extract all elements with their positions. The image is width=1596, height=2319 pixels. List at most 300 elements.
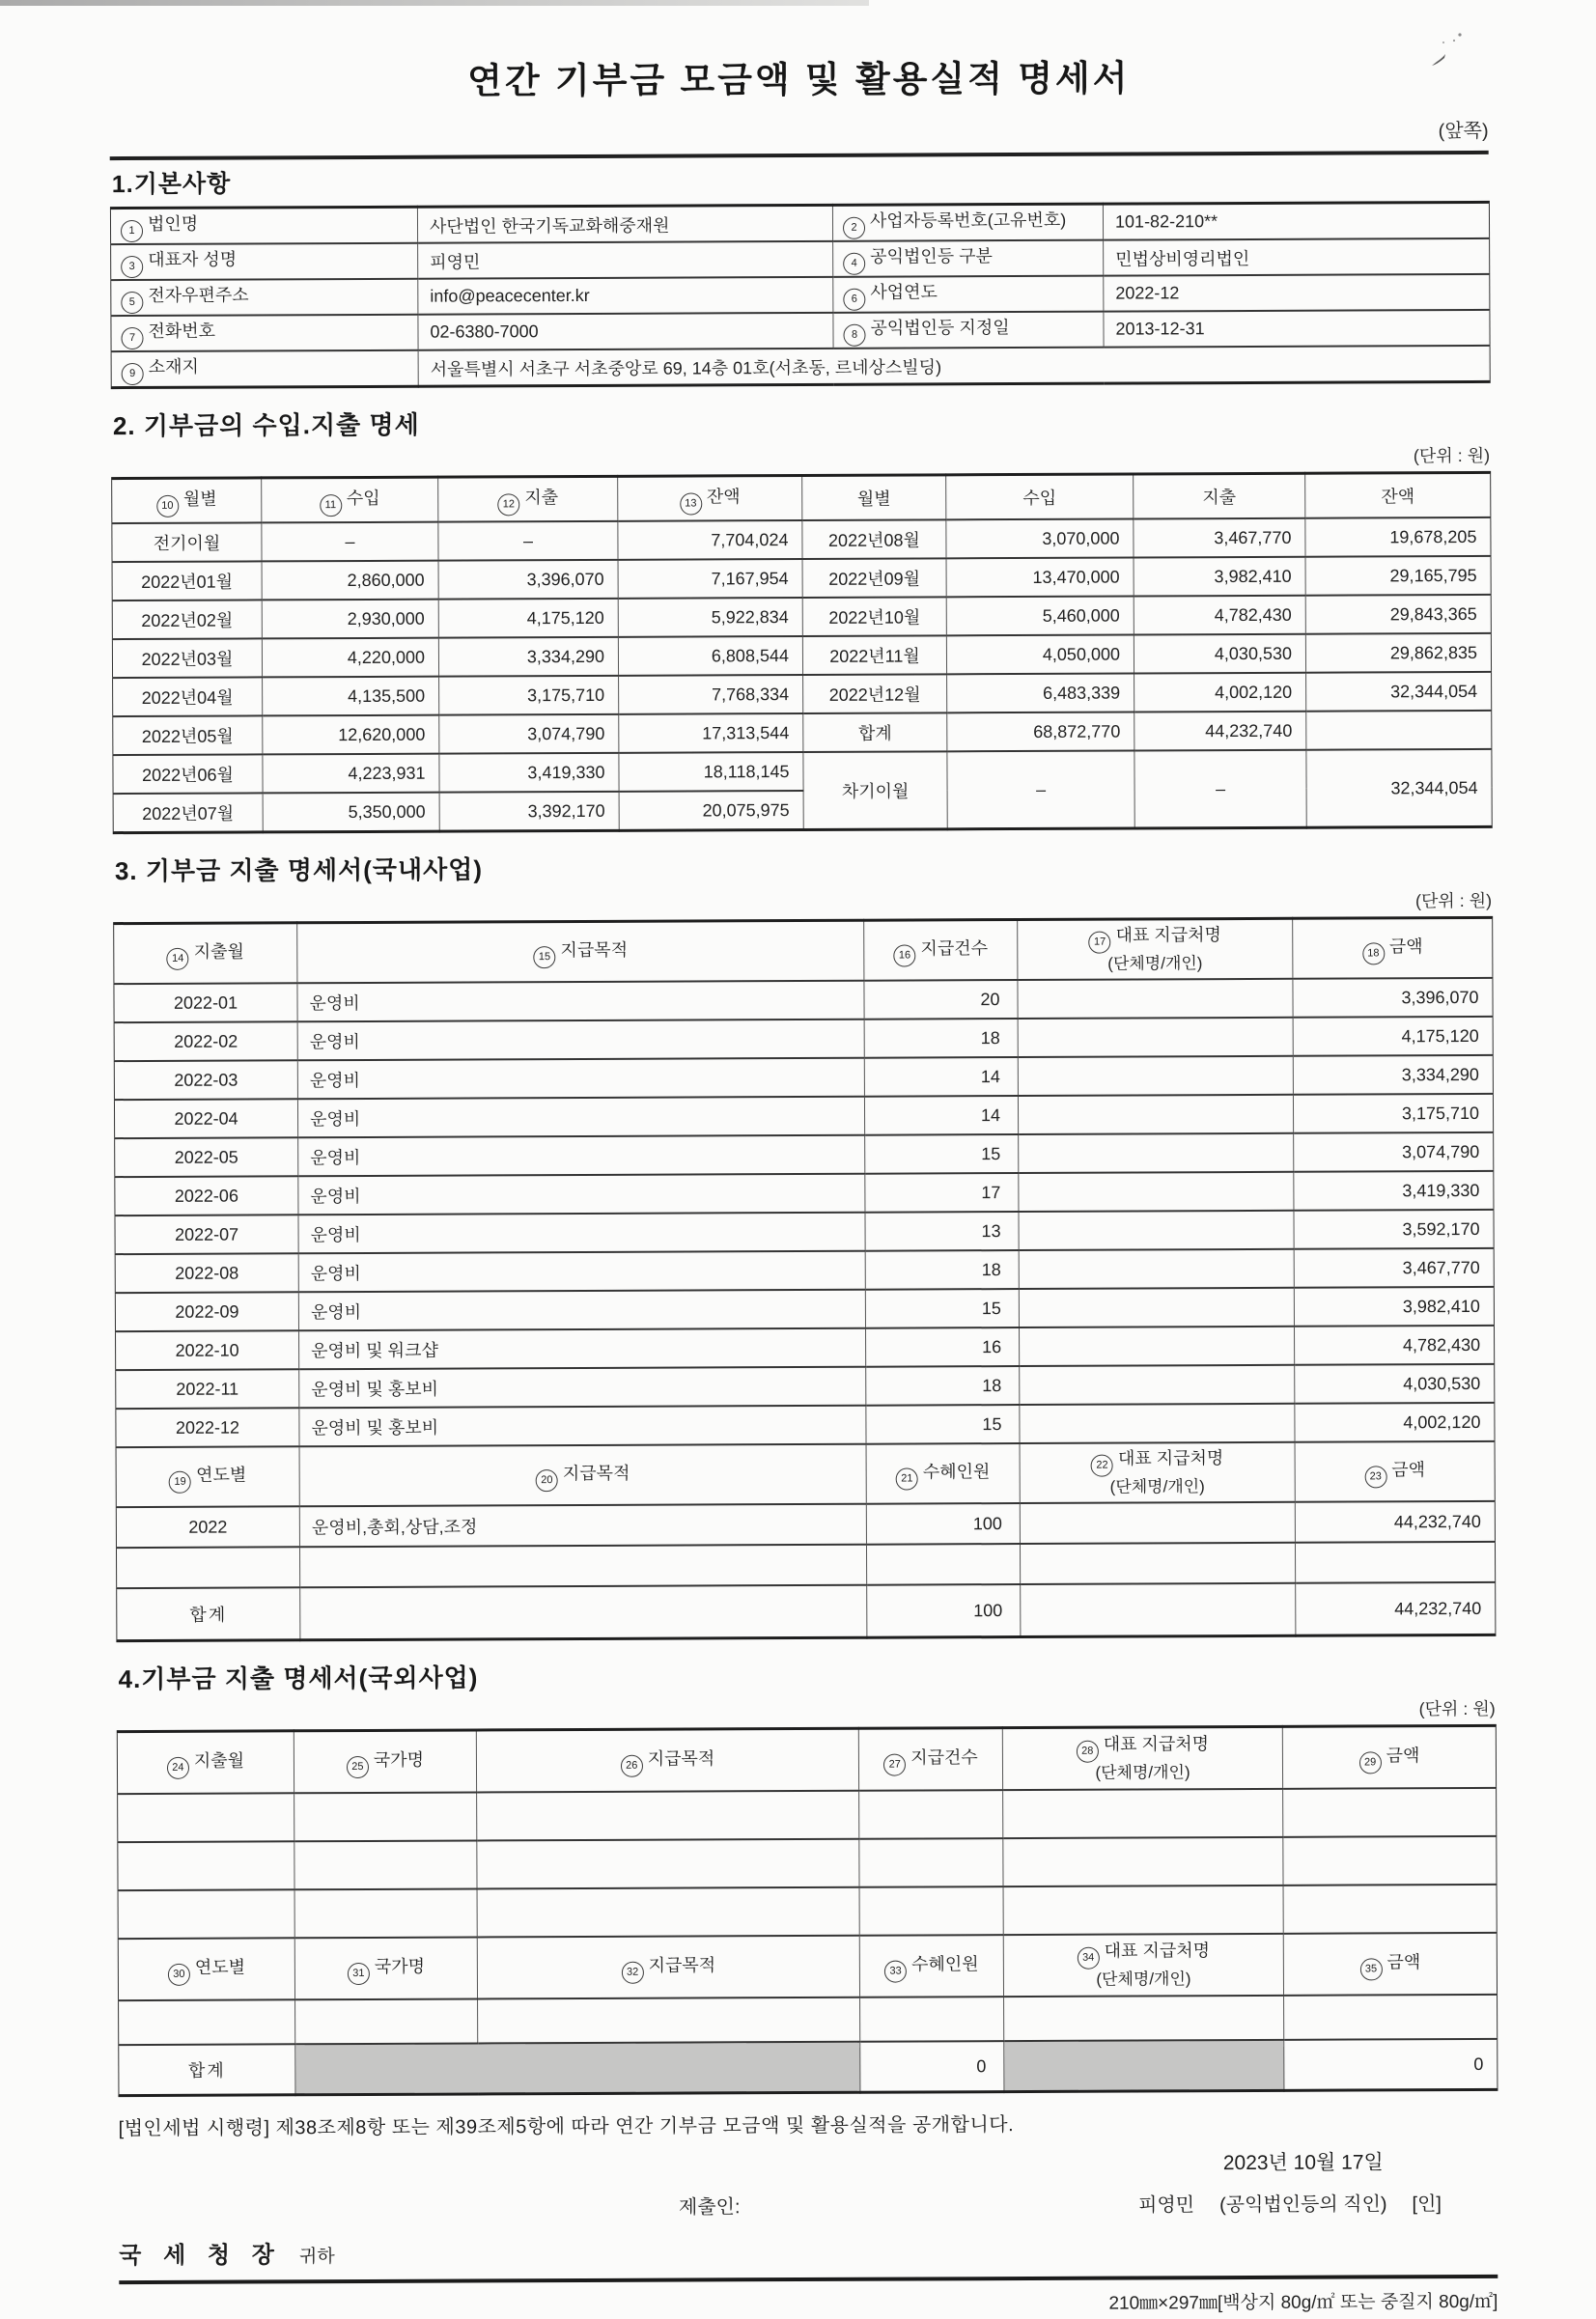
col-header-sublabel: (단체명/개인) xyxy=(1109,1477,1205,1496)
circled-number: 32 xyxy=(622,1961,644,1983)
circled-number: 8 xyxy=(843,324,865,347)
cell-amount: 3,074,790 xyxy=(1294,1132,1494,1172)
col-header-label: 금액 xyxy=(1388,936,1423,956)
cell-income: 5,460,000 xyxy=(946,596,1134,635)
cell-expense-month: 2022-07 xyxy=(115,1215,298,1254)
circled-number: 28 xyxy=(1077,1741,1099,1763)
header-row xyxy=(117,1725,1496,1794)
col-header-country xyxy=(294,1730,476,1793)
empty-cell xyxy=(119,1999,295,2045)
cell-expense: 3,392,170 xyxy=(439,792,619,831)
cell-balance: 6,808,544 xyxy=(618,636,802,676)
col-header-month xyxy=(112,478,262,523)
empty-cell xyxy=(477,1887,859,1938)
col-header-label: 연도별 xyxy=(194,1957,246,1977)
col-header-payee xyxy=(1002,1726,1282,1790)
overseas-expenditure-table xyxy=(117,1724,1498,2097)
col-header-expense-month xyxy=(117,1731,294,1794)
col-header-expense2: 지출 xyxy=(1134,473,1305,518)
cell-payee xyxy=(1018,1056,1293,1096)
seal-note: (공익법인등의 직인) xyxy=(1219,2193,1387,2217)
cell-balance: 19,678,205 xyxy=(1305,517,1491,557)
designation-date-value: 2013-12-31 xyxy=(1104,310,1490,348)
cell-month: 2022년04월 xyxy=(113,677,263,716)
total-beneficiaries: 100 xyxy=(867,1584,1021,1637)
fiscal-year-label xyxy=(833,276,1104,313)
cell-purpose: 운영비 xyxy=(298,1251,865,1293)
col-header-purpose xyxy=(477,1936,859,1999)
cell-amount: 3,419,330 xyxy=(1294,1171,1494,1211)
table-row xyxy=(112,517,1491,562)
col-header-payee xyxy=(1018,918,1293,980)
cell-carryforward-income: – xyxy=(947,750,1134,828)
col-header-sublabel: (단체명/개인) xyxy=(1096,1970,1191,1990)
cell-payment-count: 18 xyxy=(864,1019,1018,1058)
circled-number: 35 xyxy=(1359,1958,1382,1980)
cell-expense-month: 2022-10 xyxy=(116,1330,299,1370)
col-header-sublabel: (단체명/개인) xyxy=(1095,1763,1190,1783)
divider-rule xyxy=(110,151,1489,160)
cell-amount: 3,396,070 xyxy=(1293,978,1493,1018)
col-header-label: 연도별 xyxy=(196,1465,247,1485)
table-row xyxy=(115,1132,1494,1177)
empty-row xyxy=(118,1788,1497,1842)
fiscal-year-value: 2022-12 xyxy=(1104,274,1490,312)
org-type-value: 민법상비영리법인 xyxy=(1104,238,1490,276)
header-row xyxy=(114,917,1493,984)
circled-number: 13 xyxy=(680,492,702,515)
address-label xyxy=(111,350,418,388)
cell-payment-count: 16 xyxy=(866,1327,1020,1367)
col-header-purpose xyxy=(476,1728,858,1792)
cell-expense-month: 2022-12 xyxy=(116,1408,299,1447)
col-header-balance xyxy=(618,475,802,520)
cell-payee xyxy=(1018,979,1293,1019)
section2-heading: 2. 기부금의 수입.지출 명세 xyxy=(112,409,420,441)
cell-amount: 3,592,170 xyxy=(1294,1210,1494,1249)
col-header-year xyxy=(116,1446,299,1507)
col-header-label: 지급목적 xyxy=(560,939,629,960)
cell-amount: 3,175,710 xyxy=(1293,1094,1493,1133)
circled-number: 25 xyxy=(347,1755,369,1777)
circled-number: 3 xyxy=(121,256,143,278)
col-header-year xyxy=(118,1938,294,2000)
col-header-amount xyxy=(1293,917,1493,978)
col-header-label: 지급목적 xyxy=(648,1954,716,1975)
total-row xyxy=(119,2039,1498,2096)
circled-number: 10 xyxy=(156,494,179,517)
cell-purpose: 운영비 xyxy=(297,1058,864,1100)
cell-expense: 4,030,530 xyxy=(1134,634,1305,674)
cell-payee xyxy=(1020,1365,1295,1405)
cell-expense: 3,982,410 xyxy=(1134,557,1305,597)
cell-payment-count: 17 xyxy=(865,1173,1019,1213)
unit-label: (단위 : 원) xyxy=(1418,1698,1496,1719)
cell-payee xyxy=(1019,1211,1294,1250)
col-header-income xyxy=(262,477,438,522)
cell-expense-month: 2022-02 xyxy=(114,1021,297,1061)
empty-cell xyxy=(295,1998,478,2044)
col-header-sublabel: (단체명/개인) xyxy=(1107,954,1203,973)
cell-payment-count: 15 xyxy=(866,1405,1020,1444)
corp-name-value: 사단법인 한국기독교화해중재원 xyxy=(417,205,832,242)
field-label: 소재지 xyxy=(148,356,199,377)
col-header-payee xyxy=(1003,1934,1283,1997)
empty-cell xyxy=(1004,1996,1284,2041)
col-header-label: 국가명 xyxy=(374,1956,426,1976)
table-row xyxy=(115,1248,1494,1293)
empty-cell xyxy=(859,1790,1003,1839)
cell-payment-count: 14 xyxy=(864,1057,1018,1097)
cell-income: 6,483,339 xyxy=(947,673,1134,712)
col-header-label: 국가명 xyxy=(373,1749,425,1770)
col-header-label: 수입 xyxy=(346,488,380,508)
empty-cell xyxy=(299,1545,866,1588)
cell-expense: 3,334,290 xyxy=(438,637,618,677)
cell-month: 2022년03월 xyxy=(112,638,262,678)
cell-purpose: 운영비 xyxy=(297,1097,864,1138)
col-header-label: 금액 xyxy=(1386,1745,1420,1765)
cell-expense-month: 2022-06 xyxy=(115,1176,298,1215)
circled-number: 6 xyxy=(843,289,865,311)
cell-month: 2022년01월 xyxy=(112,561,262,601)
unit-label: (단위 : 원) xyxy=(1413,445,1491,466)
table-row xyxy=(111,346,1490,388)
email-label xyxy=(111,279,418,316)
col-header-label: 지출 xyxy=(524,487,559,507)
col-header-expense xyxy=(438,476,618,521)
cell-purpose: 운영비 및 홍보비 xyxy=(299,1367,866,1409)
empty-cell xyxy=(118,1793,294,1842)
cell-expense: – xyxy=(438,521,618,561)
col-header-label: 지급목적 xyxy=(562,1463,630,1483)
empty-cell xyxy=(294,1840,477,1889)
submission-date: 2023년 10월 17일 xyxy=(1222,2151,1384,2175)
cell-expense: 4,782,430 xyxy=(1134,596,1305,635)
cell-amount: 4,175,120 xyxy=(1293,1017,1493,1056)
field-label: 사업자등록번호(고유번호) xyxy=(869,210,1067,231)
empty-cell xyxy=(1003,1886,1283,1935)
cell-income: 3,070,000 xyxy=(946,518,1134,558)
table-row xyxy=(116,1403,1495,1447)
table-row xyxy=(113,749,1492,794)
front-side-label: (앞쪽) xyxy=(1438,120,1489,143)
circled-number: 29 xyxy=(1359,1751,1382,1774)
cell-month: 2022년08월 xyxy=(802,519,946,559)
cell-purpose: 운영비 xyxy=(298,1174,865,1215)
cell-income: 4,220,000 xyxy=(262,638,438,678)
cell-expense: 4,002,120 xyxy=(1134,673,1306,712)
col-header-payment-count xyxy=(858,1728,1002,1791)
submitter-line xyxy=(119,2188,1498,2221)
col-header-label: 지출월 xyxy=(193,941,244,962)
empty-cell xyxy=(294,1888,477,1938)
empty-cell xyxy=(1283,1836,1497,1886)
circled-number: 17 xyxy=(1089,932,1111,954)
signature-group xyxy=(1138,2188,1442,2217)
circled-number: 19 xyxy=(169,1470,191,1493)
cell-expense: 3,074,790 xyxy=(439,714,619,754)
cell-total-income: 68,872,770 xyxy=(947,712,1134,751)
cell-beneficiaries: 100 xyxy=(866,1503,1020,1545)
col-header-label: 지출월 xyxy=(193,1750,245,1771)
table-row xyxy=(113,672,1492,716)
total-amount: 0 xyxy=(1284,2039,1498,2090)
domestic-expenditure-table xyxy=(113,916,1496,1642)
cell-payee xyxy=(1019,1172,1294,1212)
legal-footnote: [법인세법 시행령] 제38조제8항 또는 제39조제5항에 따라 연간 기부금 모금액 및 활용실적을 공개합니다. xyxy=(118,2114,1015,2140)
cell-month: 2022년02월 xyxy=(112,600,262,639)
cell-month: 2022년05월 xyxy=(113,715,263,755)
circled-number: 30 xyxy=(168,1963,190,1985)
cell-balance: 17,313,544 xyxy=(619,713,803,753)
table-row xyxy=(111,238,1490,280)
email-value: info@peacecenter.kr xyxy=(418,277,833,315)
cell-payee xyxy=(1019,1249,1294,1289)
cell-balance: 18,118,145 xyxy=(619,752,803,792)
col-header-country xyxy=(294,1937,477,1999)
recipient-suffix: 귀하 xyxy=(298,2247,335,2268)
cell-balance: 20,075,975 xyxy=(619,791,803,830)
table-row xyxy=(111,274,1490,316)
cell-balance: 29,165,795 xyxy=(1305,556,1491,596)
cell-income: 5,350,000 xyxy=(263,793,439,832)
col-header-label: 대표 지급처명 xyxy=(1104,1941,1211,1962)
recipient-line xyxy=(119,2230,1498,2270)
col-header-purpose xyxy=(297,920,864,983)
cell-expense-month: 2022-05 xyxy=(115,1137,298,1177)
cell-expense: 3,396,070 xyxy=(438,560,618,600)
field-label: 공익법인등 지정일 xyxy=(870,318,1010,338)
col-header-label: 잔액 xyxy=(706,486,741,506)
cell-payment-count: 18 xyxy=(866,1366,1020,1406)
circled-number: 26 xyxy=(621,1754,643,1776)
cell-purpose: 운영비 xyxy=(298,1213,865,1254)
cell-payment-count: 20 xyxy=(864,980,1018,1020)
cell-month: 2022년11월 xyxy=(802,635,946,675)
ceo-name-label xyxy=(111,243,418,280)
income-expense-table xyxy=(111,471,1493,834)
table-row xyxy=(111,310,1490,351)
cell-balance: 7,704,024 xyxy=(618,520,802,560)
empty-cell xyxy=(477,1839,859,1889)
field-label: 전화번호 xyxy=(148,321,216,341)
table-row xyxy=(114,1094,1493,1138)
total-beneficiaries: 0 xyxy=(860,2041,1004,2092)
cell-income: – xyxy=(262,522,438,562)
phone-value: 02-6380-7000 xyxy=(418,313,833,350)
cell-payee xyxy=(1020,1404,1295,1443)
table-row xyxy=(116,1501,1495,1548)
cell-expense-month: 2022-11 xyxy=(116,1369,299,1409)
cell-purpose: 운영비 xyxy=(297,1020,864,1061)
total-amount: 44,232,740 xyxy=(1296,1582,1496,1635)
col-header-beneficiaries xyxy=(859,1935,1003,1998)
table-row xyxy=(115,1287,1494,1331)
cell-month: 2022년10월 xyxy=(802,597,946,636)
circled-number: 34 xyxy=(1078,1947,1100,1970)
col-header-label: 지급건수 xyxy=(910,1746,978,1768)
empty-row xyxy=(119,1995,1498,2045)
empty-row xyxy=(118,1885,1497,1939)
cell-amount: 4,002,120 xyxy=(1295,1403,1495,1442)
biz-reg-no-value: 101-82-210** xyxy=(1103,202,1489,239)
cell-blank xyxy=(1306,711,1492,750)
cell-amount: 3,982,410 xyxy=(1294,1287,1494,1327)
corp-name-label xyxy=(110,207,417,244)
cell-carryforward-label: 차기이월 xyxy=(803,751,947,829)
submitter-label: 제출인: xyxy=(678,2196,741,2219)
empty-cell xyxy=(294,1792,477,1841)
circled-number: 20 xyxy=(536,1469,558,1492)
circled-number: 24 xyxy=(167,1756,189,1778)
basic-info-table xyxy=(110,201,1491,389)
cell-expense: 3,419,330 xyxy=(439,753,619,793)
table-row xyxy=(114,1055,1493,1100)
empty-cell xyxy=(1295,1542,1495,1583)
biz-reg-no-label xyxy=(832,204,1103,241)
col-header-payee xyxy=(1020,1442,1295,1503)
circled-number: 27 xyxy=(883,1753,906,1775)
col-header-label: 대표 지급처명 xyxy=(1115,925,1221,945)
col-header-expense-month xyxy=(114,923,297,984)
cell-payment-count: 15 xyxy=(865,1289,1019,1328)
cell-purpose: 운영비,총회,상담,조정 xyxy=(299,1504,866,1548)
cell-payee xyxy=(1019,1288,1294,1327)
cell-payee xyxy=(1020,1327,1295,1366)
cell-payee xyxy=(1020,1502,1295,1544)
col-header-beneficiaries xyxy=(866,1443,1020,1504)
circled-number: 33 xyxy=(884,1960,907,1982)
total-label: 합계 xyxy=(119,2044,295,2095)
empty-cell xyxy=(478,1998,860,2044)
col-header-label: 수혜인원 xyxy=(922,1461,991,1481)
cell-amount: 3,467,770 xyxy=(1294,1248,1494,1288)
cell-income: 13,470,000 xyxy=(946,557,1134,597)
col-header-label: 금액 xyxy=(1386,1951,1421,1971)
cell-expense: 4,175,120 xyxy=(438,599,618,638)
cell-payment-count: 18 xyxy=(865,1250,1019,1290)
cell-balance: 7,167,954 xyxy=(618,559,802,599)
cell-carryforward-expense: – xyxy=(1134,750,1306,828)
table-row xyxy=(115,1171,1494,1215)
col-header-label: 지급목적 xyxy=(647,1747,715,1769)
col-header-label: 월별 xyxy=(182,489,217,509)
cell-payee xyxy=(1018,1018,1293,1057)
cell-total-expense: 44,232,740 xyxy=(1134,712,1306,751)
circled-number: 14 xyxy=(167,947,189,969)
cell-carryforward-balance: 32,344,054 xyxy=(1306,749,1492,827)
circled-number: 21 xyxy=(896,1467,918,1490)
designation-date-label xyxy=(833,312,1104,349)
col-header-purpose xyxy=(299,1444,866,1507)
header-row xyxy=(118,1933,1497,2000)
cell-payee xyxy=(1018,1095,1293,1134)
cell-balance: 29,862,835 xyxy=(1305,633,1491,673)
cell-expense-month: 2022-03 xyxy=(114,1060,297,1100)
cell-amount: 44,232,740 xyxy=(1295,1501,1495,1543)
circled-number: 9 xyxy=(122,363,144,385)
circled-number: 11 xyxy=(320,494,342,517)
circled-number: 2 xyxy=(843,217,865,239)
cell-purpose: 운영비 xyxy=(297,981,864,1022)
submitter-name: 피영민 xyxy=(1138,2194,1195,2217)
circled-number: 22 xyxy=(1091,1455,1113,1477)
table-row xyxy=(116,1364,1495,1409)
field-label: 공익법인등 구분 xyxy=(870,246,993,266)
empty-cell xyxy=(477,1791,859,1841)
circled-number: 16 xyxy=(893,944,915,966)
circled-number: 1 xyxy=(121,220,143,242)
cell-payment-count: 15 xyxy=(865,1134,1019,1174)
cell-amount: 4,782,430 xyxy=(1294,1326,1494,1365)
table-row xyxy=(113,711,1492,755)
total-row xyxy=(117,1582,1496,1641)
cell-amount: 3,334,290 xyxy=(1293,1055,1493,1095)
empty-cell xyxy=(118,1889,294,1939)
col-header-amount xyxy=(1283,1933,1497,1996)
empty-cell xyxy=(116,1547,299,1588)
cell-year: 2022 xyxy=(116,1506,299,1548)
cell-income: 2,860,000 xyxy=(262,561,438,601)
table-row xyxy=(112,556,1491,601)
section1-heading: 1.기본사항 xyxy=(111,170,232,199)
field-label: 대표자 성명 xyxy=(148,249,238,269)
field-label: 전자우편주소 xyxy=(148,285,249,305)
empty-row xyxy=(118,1836,1497,1890)
cell-payment-count: 13 xyxy=(865,1212,1019,1251)
circled-number: 4 xyxy=(843,253,865,275)
table-row xyxy=(112,595,1491,639)
empty-cell xyxy=(1283,1885,1497,1934)
table-row xyxy=(114,1017,1493,1061)
col-header-label: 수혜인원 xyxy=(911,1953,979,1974)
empty-cell xyxy=(859,1838,1003,1887)
circled-number: 12 xyxy=(497,493,519,516)
empty-row xyxy=(116,1542,1495,1588)
cell-purpose: 운영비 및 워크샵 xyxy=(299,1328,866,1370)
form-title: 연간 기부금 모금액 및 활용실적 명세서 xyxy=(467,58,1131,101)
cell-expense-month: 2022-04 xyxy=(114,1099,297,1138)
empty-cell xyxy=(1284,1995,1498,2040)
cell-income: 2,930,000 xyxy=(262,600,438,639)
cell-expense-month: 2022-09 xyxy=(115,1292,298,1331)
field-label: 사업연도 xyxy=(870,282,938,302)
cell-month: 전기이월 xyxy=(112,522,262,562)
col-header-amount xyxy=(1282,1725,1496,1788)
circled-number: 15 xyxy=(533,946,555,968)
total-label: 합계 xyxy=(117,1587,300,1640)
col-header-amount xyxy=(1295,1441,1495,1502)
cell-balance: 32,344,054 xyxy=(1306,672,1492,712)
cell-purpose: 운영비 xyxy=(298,1290,865,1331)
cell-amount: 4,030,530 xyxy=(1295,1364,1495,1404)
col-header-month2: 월별 xyxy=(802,475,946,520)
unit-label: (단위 : 원) xyxy=(1414,890,1493,911)
col-header-label: 대표 지급처명 xyxy=(1103,1734,1210,1755)
circled-number: 23 xyxy=(1364,1466,1386,1488)
cell-payee xyxy=(1019,1133,1294,1173)
cell-month: 2022년07월 xyxy=(113,793,263,832)
empty-cell xyxy=(1003,1837,1283,1886)
cell-income: 12,620,000 xyxy=(263,715,439,755)
cell-payment-count: 14 xyxy=(864,1096,1018,1135)
table-row xyxy=(112,633,1491,678)
section4-heading: 4.기부금 지출 명세서(국외사업) xyxy=(118,1662,479,1694)
cell-balance: 7,768,334 xyxy=(619,675,803,714)
cell-total-label: 합계 xyxy=(803,712,947,752)
bottom-rule xyxy=(119,2275,1498,2284)
